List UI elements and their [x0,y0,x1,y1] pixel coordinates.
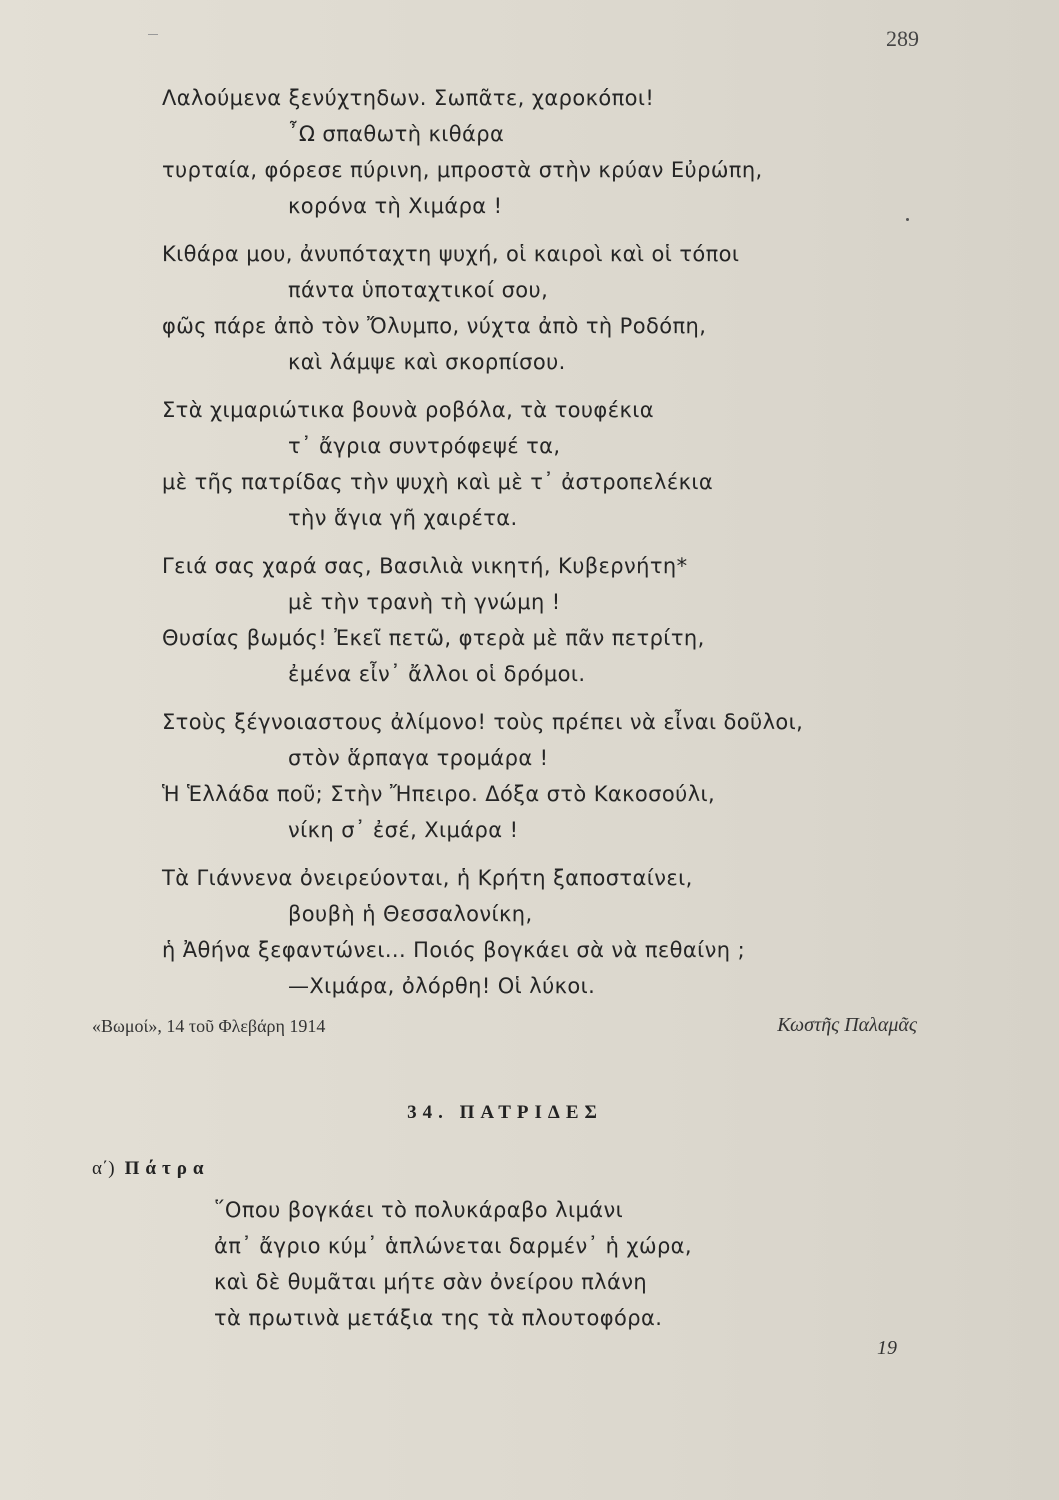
poem-line: ῞Οπου βογκάει τὸ πολυκάραβο λιμάνι [214,1198,624,1222]
poem-line: φῶς πάρε ἀπὸ τὸν Ὄλυμπο, νύχτα ἀπὸ τὴ Ροδόπη, [162,314,707,338]
poem-line: Θυσίας βωμός! Ἐκεῖ πετῶ, φτερὰ μὲ πᾶν πετρίτη, [162,626,705,650]
poem-line: Στὰ χιμαριώτικα βουνὰ ροβόλα, τὰ τουφέκια [162,398,654,422]
poem-line: Κιθάρα μου, ἀνυπόταχτη ψυχή, οἱ καιροὶ καὶ οἱ τόποι [162,242,740,266]
poem-line: νίκη σ᾿ ἐσέ, Χιμάρα ! [288,818,519,842]
poem-line: Τὰ Γιάννενα ὀνειρεύονται, ἡ Κρήτη ξαποσταίνει, [162,866,693,890]
margin-mark [148,34,158,35]
poem-line: καὶ δὲ θυμᾶται μήτε σὰν ὀνείρου πλάνη [214,1270,648,1294]
poem-line: στὸν ἅρπαγα τρομάρα ! [288,746,549,770]
sheet-number: 19 [877,1337,897,1359]
poem-line: ῏Ω σπαθωτὴ κιθάρα [288,122,505,146]
poem-line: ἡ Ἀθήνα ξεφαντώνει... Ποιός βογκάει σὰ νὰ πεθαίνη ; [162,938,746,962]
section-heading: 34. ΠΑΤΡΙΔΕΣ [407,1102,603,1123]
subheading-title: Πάτρα [124,1158,210,1179]
poem-line: μὲ τὴν τρανὴ τὴ γνώμη ! [288,590,561,614]
margin-dot [906,218,909,221]
poem-line: Στοὺς ξέγνοιαστους ἀλίμονο! τοὺς πρέπει νὰ εἶναι δοῦλοι, [162,710,804,734]
poem-line: καὶ λάμψε καὶ σκορπίσου. [288,350,566,374]
poem-line: —Χιμάρα, ὀλόρθη! Οἱ λύκοι. [288,974,596,998]
poem-line: Ἡ Ἑλλάδα ποῦ; Στὴν Ἤπειρο. Δόξα στὸ Κακοσούλι, [162,782,716,806]
subheading-label: α΄) [92,1158,115,1179]
poem-line: ἀπ᾿ ἄγριο κύμ᾿ ἁπλώνεται δαρμέν᾿ ἡ χώρα, [214,1234,692,1258]
poem-line: τυρταία, φόρεσε πύρινη, μπροστὰ στὴν κρύαν Εὐρώπη, [162,158,763,182]
poem-line: μὲ τῆς πατρίδας τὴν ψυχὴ καὶ μὲ τ᾿ ἀστροπελέκια [162,470,714,494]
poem-line: βουβὴ ἡ Θεσσαλονίκη, [288,902,533,926]
poem-line: κορόνα τὴ Χιμάρα ! [288,194,503,218]
subheading [92,1158,210,1180]
poem-line: τὴν ἅγια γῆ χαιρέτα. [288,506,518,530]
poem-line: τὰ πρωτινὰ μετάξια της τὰ πλουτοφόρα. [214,1306,663,1330]
page-number: 289 [886,26,919,51]
poem-line: πάντα ὑποταχτικοί σου, [288,278,549,302]
poem-line: τ᾿ ἄγρια συντρόφεψέ τα, [288,434,561,458]
poem-source: «Βωμοί», 14 τοῦ Φλεβάρη 1914 [92,1016,326,1036]
poem-line: Γειά σας χαρά σας, Βασιλιὰ νικητή, Κυβερνήτη* [162,554,688,578]
poem-line: Λαλούμενα ξενύχτηδων. Σωπᾶτε, χαροκόποι! [162,86,655,110]
poem-author: Κωστῆς Παλαμᾶς [777,1014,917,1036]
poem-line: ἐμένα εἶν᾿ ἄλλοι οἱ δρόμοι. [288,662,586,686]
